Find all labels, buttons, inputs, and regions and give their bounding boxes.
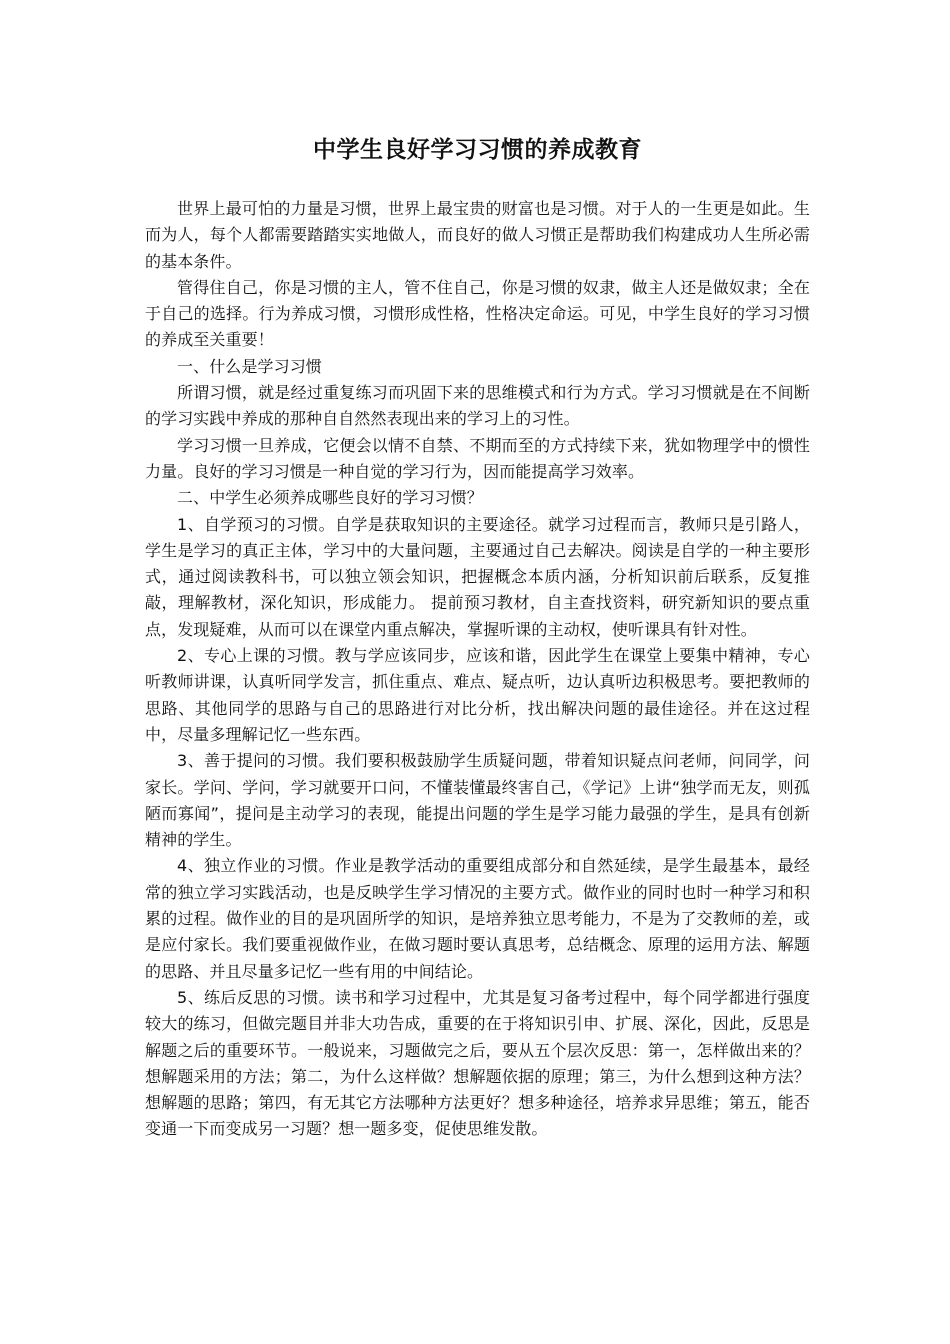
- paragraph-habit-4: 4、独立作业的习惯。作业是教学活动的重要组成部分和自然延续，是学生最基本，最经常的独立学习实践活动，也是反映学生学习情况的主要方式。做作业的同时也时一种学习和积累的过程。做作业的目的是巩固所学的知识，是培养独立思考能力，不是为了交教师的差，或是应付家长。我们要重视做作业，在做习题时要认真思考，总结概念、原理的运用方法、解题的思路、并且尽量多记忆一些有用的中间结论。: [145, 856, 810, 981]
- paragraph-intro-1: 世界上最可怕的力量是习惯，世界上最宝贵的财富也是习惯。对于人的一生更是如此。生而为人，每个人都需要踏踏实实地做人，而良好的做人习惯正是帮助我们构建成功人生所必需的基本条件。: [145, 199, 810, 271]
- document-title: 中学生良好学习习惯的养成教育: [313, 137, 642, 163]
- paragraph-habit-2: 2、专心上课的习惯。教与学应该同步，应该和谐，因此学生在课堂上要集中精神，专心听教师讲课，认真听同学发言，抓住重点、难点、疑点听，边认真听边积极思考。要把教师的思路、其他同学的思路与自己的思路进行对比分析，找出解决问题的最佳途径。并在这过程中，尽量多理解记忆一些东西。: [145, 646, 810, 744]
- paragraph-habit-3: 3、善于提问的习惯。我们要积极鼓励学生质疑问题，带着知识疑点问老师，问同学，问家长。学问、学问，学习就要开口问，不懂装懂最终害自己，《学记》上讲“独学而无友，则孤陋而寡闻”，提问是主动学习的表现，能提出问题的学生是学习能力最强的学生，是具有创新精神的学生。: [145, 751, 810, 850]
- section-heading-1: 一、什么是学习习惯: [177, 356, 322, 376]
- paragraph-habit-5: 5、练后反思的习惯。读书和学习过程中，尤其是复习备考过程中，每个同学都进行强度较大的练习，但做完题目并非大功告成，重要的在于将知识引申、扩展、深化，因此，反思是解题之后的重要环节。一般说来，习题做完之后，要从五个层次反思：第一，怎样做出来的？想解题采用的方法；第二，为什么这样做？想解题依据的原理；第三，为什么想到这种方法？想解题的思路；第四，有无其它方法哪种方法更好？想多种途径，培养求异思维；第五，能否变通一下而变成另一习题？想一题多变，促使思维发散。: [145, 987, 810, 1139]
- paragraph-inertia: 学习习惯一旦养成，它便会以情不自禁、不期而至的方式持续下来，犹如物理学中的惯性力量。良好的学习习惯是一种自觉的学习行为，因而能提高学习效率。: [145, 435, 810, 481]
- section-heading-2: 二、中学生必须养成哪些良好的学习习惯？: [177, 488, 483, 508]
- document-page: [145, 0, 810, 1344]
- document-body: [145, 196, 810, 1143]
- paragraph-intro-2: 管得住自己，你是习惯的主人，管不住自己，你是习惯的奴隶，做主人还是做奴隶；全在于自己的选择。行为养成习惯，习惯形成性格，性格决定命运。可见，中学生良好的学习习惯的养成至关重要！: [145, 277, 810, 350]
- paragraph-habit-1: 1、自学预习的习惯。自学是获取知识的主要途径。就学习过程而言，教师只是引路人，学生是学习的真正主体，学习中的大量问题，主要通过自己去解决。阅读是自学的一种主要形式，通过阅读教科书，可以独立领会知识，把握概念本质内涵，分析知识前后联系，反复推敲，理解教材，深化知识，形成能力。 提前预习教材，自主查找资料，研究新知识的要点重点，发现疑难，从而可以在课堂内重点解决，掌握听课的主动权，使听课具有针对性。: [145, 514, 810, 639]
- paragraph-definition: 所谓习惯，就是经过重复练习而巩固下来的思维模式和行为方式。学习习惯就是在不间断的学习实践中养成的那种自自然然表现出来的学习上的习性。: [145, 383, 810, 429]
